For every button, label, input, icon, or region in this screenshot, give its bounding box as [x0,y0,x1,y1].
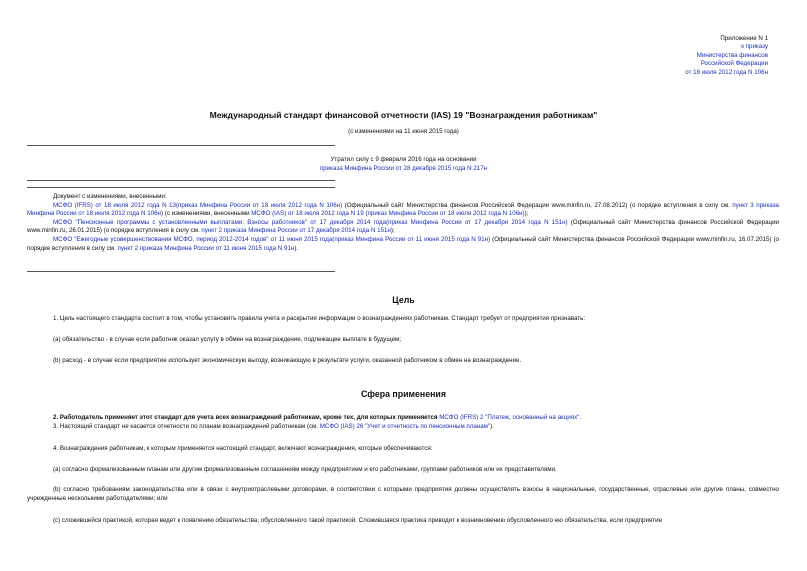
scope-item-b: (b) согласно требованиям законодательства или в связи с внутриотраслевыми договорами, в соответствии с которыми предприятия должны осуществлять взносы в национальные, государственные, отраслевые или другие планы, совместно учрежденные несколькими работодателями; или [27,486,779,502]
ias26-link[interactable]: МСФО (IAS) 26 "Учет и отчетность по пенсионным планам" [319,423,491,430]
change-item-3: МСФО "Ежегодные усовершенствования МСФО, период 2012-2014 годов" от 11 июня 2015 года(приказ Минфина России от 11 июня 2015 года N 91н) (Официальный сайт Министерства финансов Российской Федерации www.minfin.ru, 16.07.2015) (о порядке вступления в силу см. пункт 2 приказа Минфина России от 11 июня 2015 года N 91н). [27,235,779,252]
divider [27,271,335,272]
section-heading-goal: Цель [392,295,415,305]
divider [27,145,335,146]
lost-force-text: Утратил силу с 9 февраля 2016 года на основании [330,156,477,163]
divider [27,187,335,188]
change-link[interactable]: (приказ Минфина России от 18 июля 2012 года N 106н) [175,201,343,209]
appendix-ministry-link[interactable]: Министерства финансов [696,51,768,59]
goal-item-a: (a) обязательство - в случае если работник оказал услугу в обмен на вознаграждение, подлежащее выплате в будущем; [53,336,401,343]
appendix-country-link[interactable]: Российской Федерации [700,60,768,68]
ifrs2-link[interactable]: МСФО (IFRS) 2 "Платеж, основанный на акциях" [439,414,580,421]
change-link[interactable]: пункт 2 приказа Минфина России от 17 декабря 2014 года N 151н [201,227,391,235]
page-title: Международный стандарт финансовой отчетности (IAS) 19 "Вознаграждения работникам" [209,110,598,120]
appendix-block [528,35,768,77]
change-link[interactable]: (приказ Минфина России от 17 декабря 2014 года N 151н) [386,218,568,226]
divider [27,180,335,181]
scope-item-a: (a) согласно формализованным планам или другим формализованным соглашениям между предприятием и его работниками, группами работников или их представителями. [53,466,557,473]
change-link[interactable]: МСФО (IFRS) от 18 июля 2012 года N 13 [53,201,176,209]
appendix-label: Приложение N 1 [720,35,768,42]
appendix-order-link[interactable]: к приказу [741,43,768,51]
change-item-1: МСФО (IFRS) от 18 июля 2012 года N 13(приказ Минфина России от 18 июля 2012 года N 106н) (Официальный сайт Министерства финансов Российской Федерации www.minfin.ru, 27.08.2012) (о порядке вступления в силу см. пункт 3 приказа Минфина России от 18 июля 2012 года N 106н) (с изменениями, внесенными МСФО (IAS) от 18 июля 2012 года N 19 (приказ Минфина России от 18 июля 2012 года N 106н)); [27,201,779,218]
scope-item-c: (c) сложившейся практикой, которая ведет к появлению обязательства, обусловленного такой практикой. Сложившаяся практика приводит к возникновению обусловленного ею обязательства, если предприятие [53,517,663,524]
change-link[interactable]: МСФО "Пенсионные программы с установленными выплатами: Взносы работников" от 17 декабря 2014 года [53,218,387,226]
goal-item-b: (b) расход - в случае если предприятие использует экономическую выгоду, возникающую в результате услуги, оказанной работником в обмен на вознаграждение. [53,357,522,364]
change-link[interactable]: пункт 3 приказа Минфина России от 18 июля 2012 года N 106н [27,201,779,218]
change-link[interactable]: МСФО "Ежегодные усовершенствования МСФО, период 2012-2014 годов" от 11 июня 2015 года [53,235,333,243]
change-link[interactable]: пункт 2 приказа Минфина России от 11 июня 2015 года N 91н [117,244,295,252]
scope-paragraph-3: 3. Настоящий стандарт не касается отчетности по планам вознаграждений работникам (см. МСФО (IAS) 26 "Учет и отчетность по пенсионным планам"). [53,423,494,430]
change-item-2: МСФО "Пенсионные программы с установленными выплатами: Взносы работников" от 17 декабря 2014 года(приказ Минфина России от 17 декабря 2014 года N 151н) (Официальный сайт Министерства финансов Российской Федерации www.minfin.ru, 26.01.2015) (о порядке вступления в силу см. пункт 2 приказа Минфина России от 17 декабря 2014 года N 151н); [27,218,780,235]
scope-paragraph-2: 2. Работодатель применяет этот стандарт для учета всех вознаграждений работникам, кроме тех, для которых применяется МСФО (IFRS) 2 "Платеж, основанный на акциях". [53,414,582,421]
change-link[interactable]: МСФО (IAS) от 18 июля 2012 года N 19 (приказ Минфина России от 18 июля 2012 года N 106н) [251,210,525,218]
changes-block [27,193,779,253]
section-heading-scope: Сфера применения [361,389,446,399]
scope-paragraph-4: 4. Вознаграждения работникам, к которым применяется настоящий стандарт, включают вознаграждения, которые обеспечиваются: [53,445,433,452]
appendix-date-link[interactable]: от 18 июля 2012 года N 106н [685,68,768,76]
lost-force-link[interactable]: приказа Минфина России от 28 декабря 2015 года N 217н [319,165,488,172]
page-subtitle: (с изменениями на 11 июня 2015 года) [348,128,459,135]
goal-paragraph-1: 1. Цель настоящего стандарта состоит в том, чтобы установить правила учета и раскрытия информации о вознаграждениях работникам. Стандарт требует от предприятия признавать: [53,315,586,322]
changes-heading: Документ с изменениями, внесенными: [53,193,167,200]
change-link[interactable]: (приказ Минфина России от 11 июня 2015 года N 91н) [332,235,491,243]
